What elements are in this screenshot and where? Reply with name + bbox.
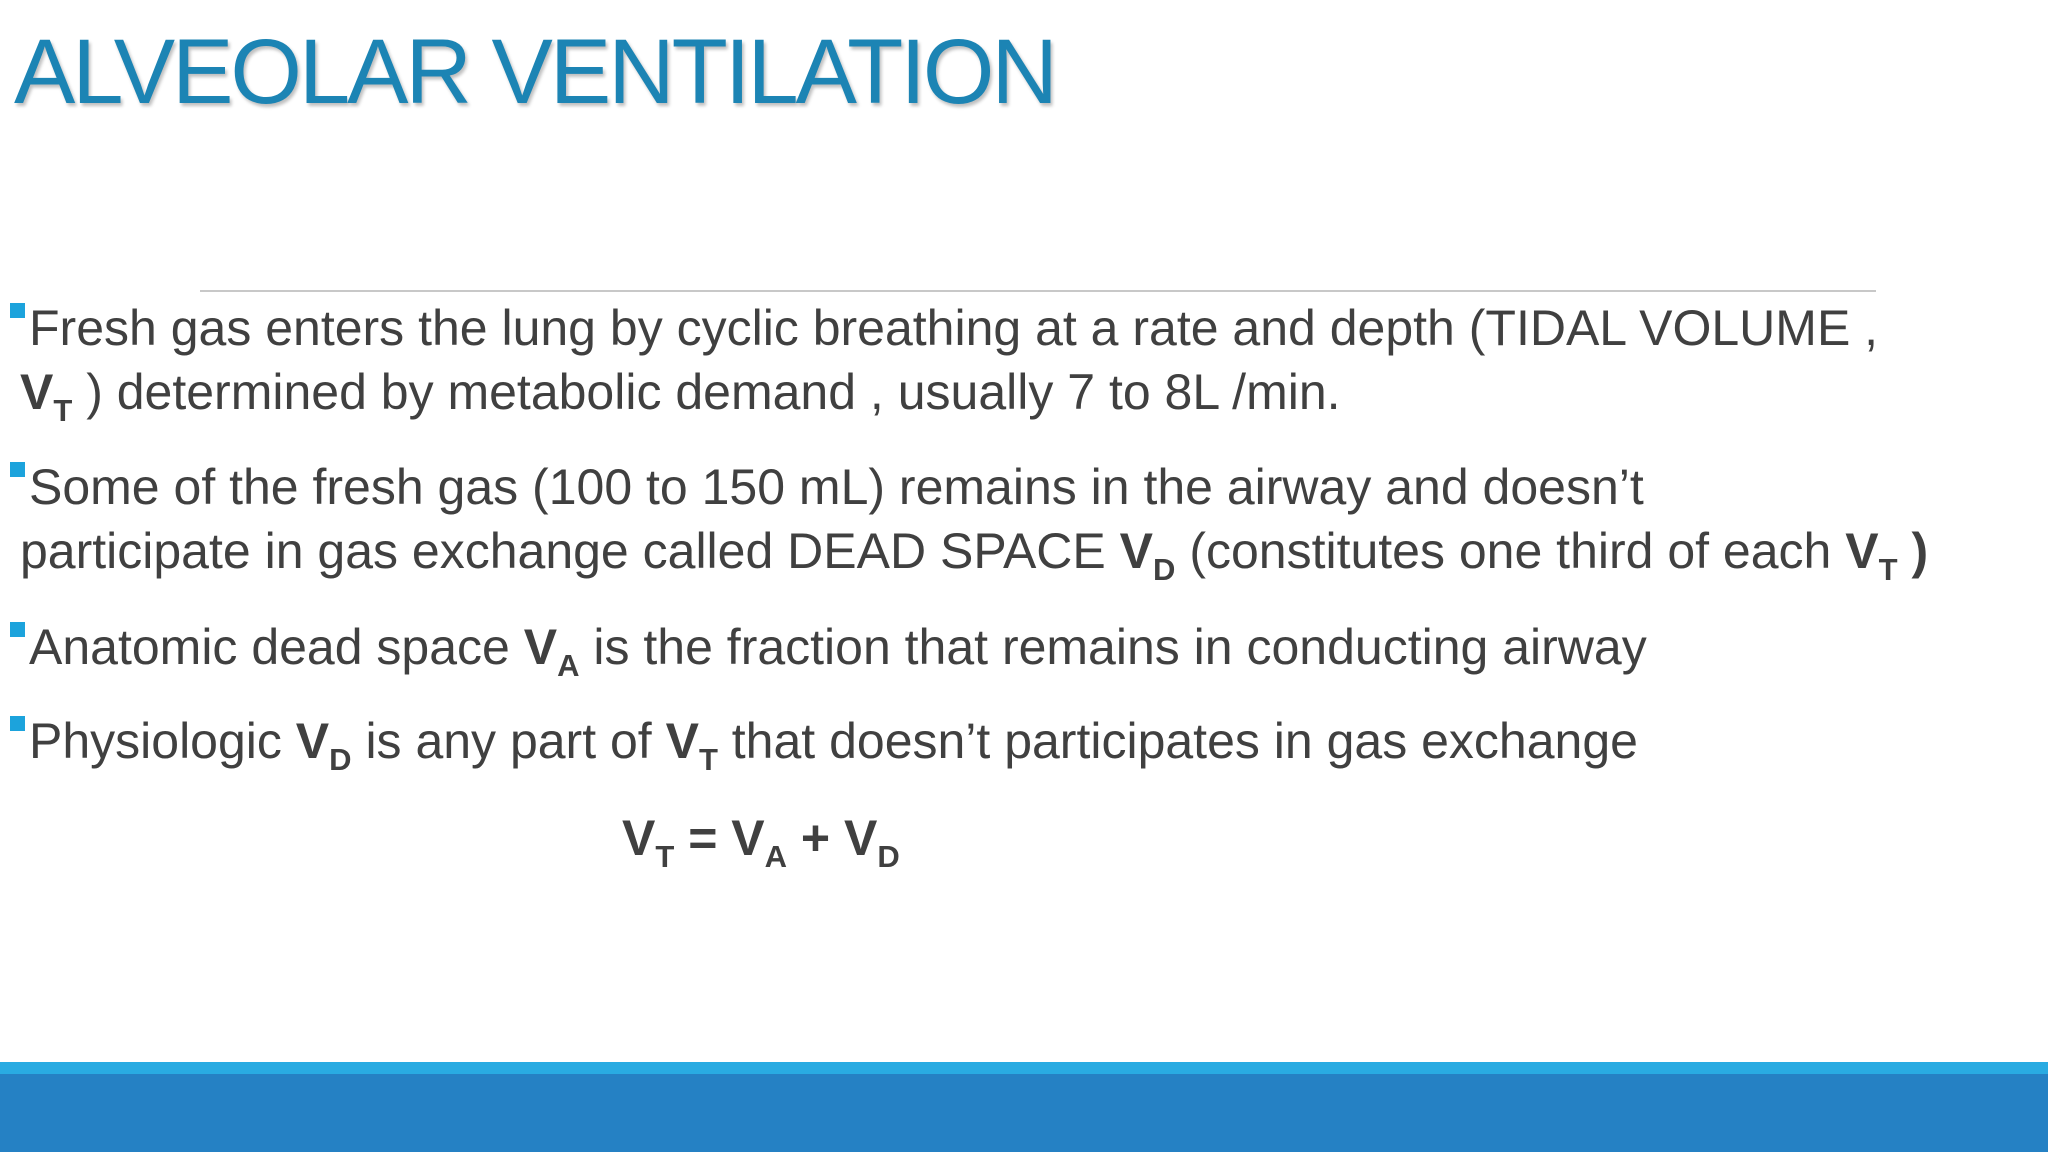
bullet-text-line: that doesn’t participates in gas exchange [717, 713, 1638, 769]
bullet-text-line: (constitutes one third of each [1175, 523, 1846, 579]
bullet-text-line: is the fraction that remains in conducting airway [579, 619, 1647, 675]
bullet-marker-icon [10, 716, 25, 731]
bullet-continuation [10, 519, 2040, 587]
equals-sign: = [674, 810, 732, 866]
bullet-physiologic-dead-space [10, 709, 2040, 777]
bullet-text-line: is any part of [351, 713, 666, 769]
bullet-anatomic-dead-space [10, 615, 2040, 683]
vd-symbol: $V_D$ [295, 713, 352, 777]
slide-title: ALVEOLAR VENTILATION [14, 21, 1055, 123]
vt-symbol: $V_T$ [20, 364, 73, 428]
vd-symbol: $V_D$ [844, 810, 900, 874]
footer-bar [0, 1074, 2048, 1152]
bullet-marker-icon [10, 462, 25, 477]
bullet-text-line: Fresh gas enters the lung by cyclic breathing at a rate and depth (TIDAL VOLUME , [29, 300, 1879, 356]
bullet-text-line: Some of the fresh gas (100 to 150 mL) remains in the airway and doesn’t [29, 459, 1644, 515]
bullet-marker-icon [10, 303, 25, 318]
vt-symbol: $V_T$ [1845, 523, 1898, 587]
bullet-continuation [10, 360, 2040, 428]
bullet-marker-icon [10, 622, 25, 637]
bullet-text-line: participate in gas exchange called DEAD SPACE [20, 523, 1120, 579]
vt-symbol: $V_T$ [622, 810, 675, 874]
vt-symbol: $V_T$ [665, 713, 718, 777]
closing-paren: ) [1897, 523, 1929, 579]
bullet-tidal-volume [10, 296, 2040, 428]
tidal-volume-equation [622, 806, 900, 874]
bullet-dead-space [10, 455, 2040, 587]
va-symbol: $V_A$ [523, 619, 580, 683]
bullet-text-line: Anatomic dead space [29, 619, 524, 675]
vd-symbol: $V_D$ [1119, 523, 1176, 587]
bullet-text-line: Physiologic [29, 713, 296, 769]
bullet-text-line: ) determined by metabolic demand , usually 7 to 8L /min. [72, 364, 1341, 420]
plus-sign: + [787, 810, 845, 866]
footer-accent-strip [0, 1062, 2048, 1074]
va-symbol: $V_A$ [731, 810, 788, 874]
title-divider [200, 290, 1876, 292]
